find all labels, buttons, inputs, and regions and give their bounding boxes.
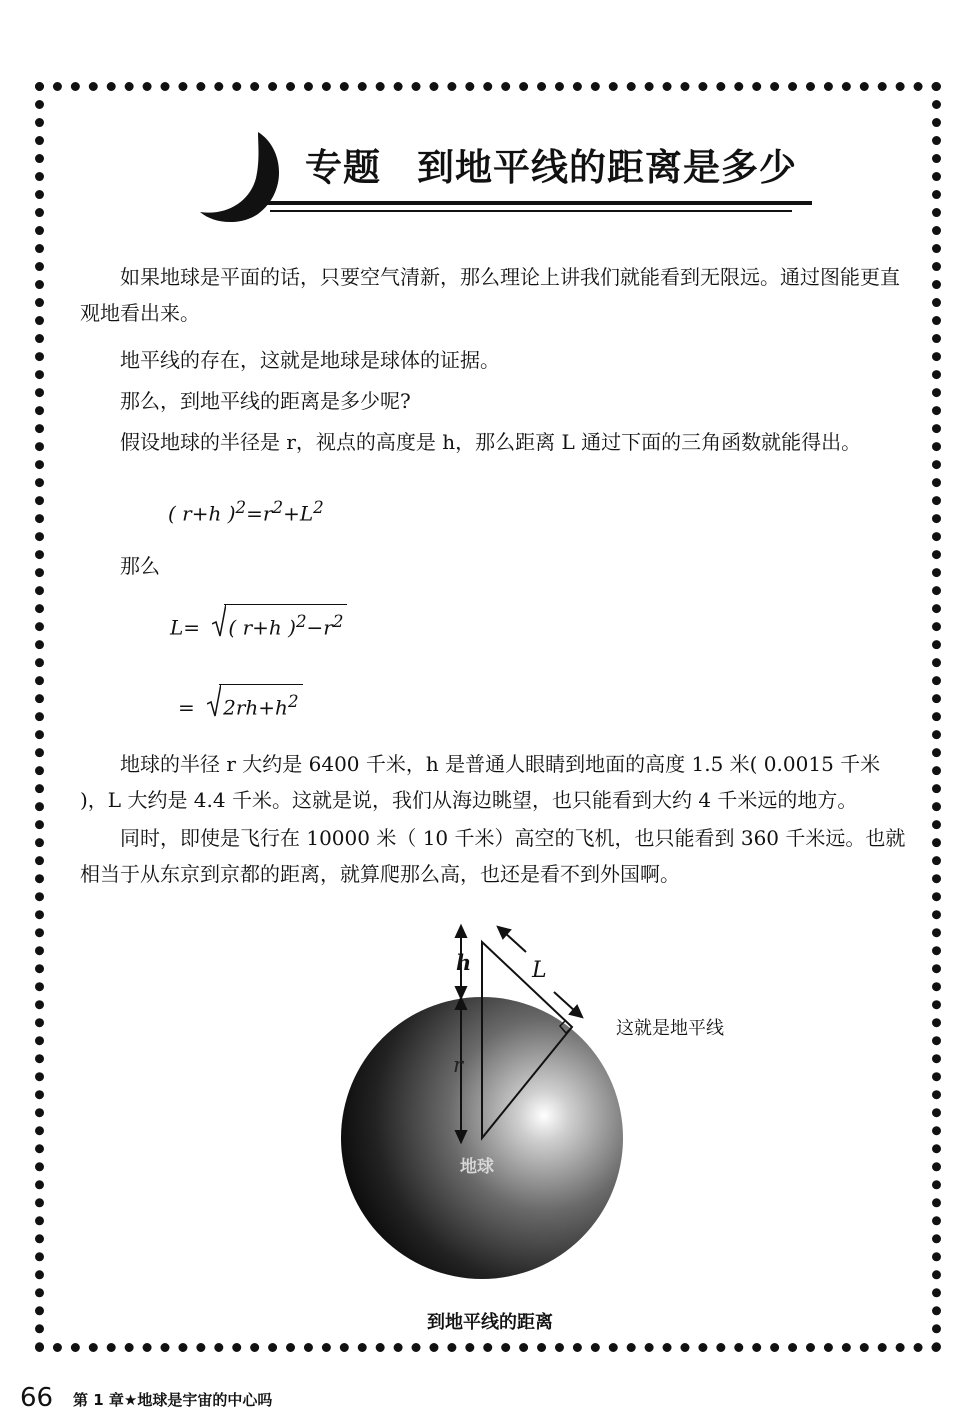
formula-pythagoras: ( r+h )$^2=r^2+L^2$ <box>168 498 324 526</box>
title-underline-thick <box>250 201 812 205</box>
figure-caption: 到地平线的距离 <box>427 1312 553 1333</box>
horizon-label: 这就是地平线 <box>616 1018 724 1039</box>
crescent-moon-icon <box>196 128 296 228</box>
chapter-title: 第 1 章★地球是宇宙的中心吗 <box>73 1391 273 1409</box>
paragraph-1: 如果地球是平面的话，只要空气清新，那么理论上讲我们就能看到无限远。通过图能更直观地看出来。 <box>80 265 900 325</box>
title-main: 到地平线的距离是多少 <box>417 146 797 189</box>
formula-distance-1: L= ( r+h )$^2-r^2$ <box>170 604 347 643</box>
formula-distance-2: = $2rh+h^2$ <box>178 684 303 723</box>
formula-then-label: 那么 <box>120 554 160 578</box>
height-label: h <box>456 950 472 975</box>
page-number: 66 <box>20 1383 54 1413</box>
sqrt-sign-icon <box>212 604 226 638</box>
page-title <box>305 140 797 196</box>
paragraph-3: 那么，到地平线的距离是多少呢? <box>120 389 411 413</box>
title-underline-thin <box>270 210 792 212</box>
title-prefix: 专题 <box>305 146 381 189</box>
paragraph-2: 地平线的存在，这就是地球是球体的证据。 <box>120 348 500 372</box>
paragraph-4: 假设地球的半径是 r，视点的高度是 h，那么距离 L 通过下面的三角函数就能得出。 <box>120 430 862 454</box>
distance-label: L <box>532 958 547 983</box>
paragraph-6: 同时，即使是飞行在 10000 米（ 10 千米）高空的飞机，也只能看到 360 千米远。也就相当于从东京到京都的距离，就算爬那么高，也还是看不到外国啊。 <box>80 826 906 886</box>
paragraph-5: 地球的半径 r 大约是 6400 千米，h 是普通人眼睛到地面的高度 1.5 米( 0.0015 千米 )，L 大约是 4.4 千米。这就是说，我们从海边眺望，也只能看到大约 4 千米远的地方。 <box>80 752 881 812</box>
earth-label: 地球 <box>460 1157 494 1177</box>
sqrt-sign-icon <box>207 684 221 718</box>
radius-label: r <box>453 1053 464 1077</box>
